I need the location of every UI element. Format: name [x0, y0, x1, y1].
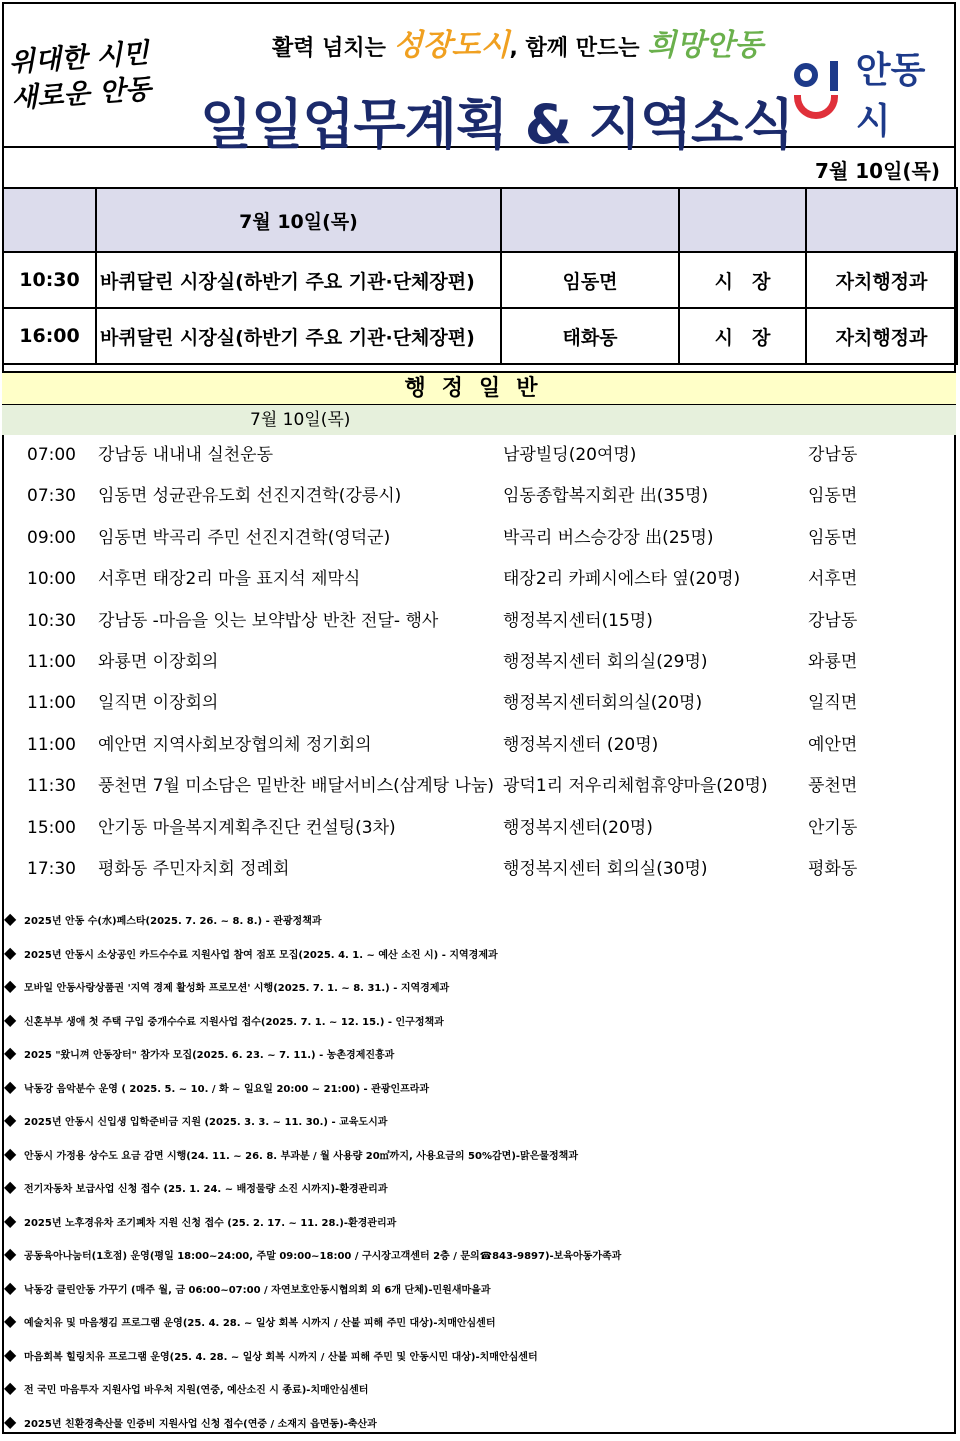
diamond-icon: ◆ [4, 909, 17, 928]
notice-item: ◆ 낙동강 음악분수 운영 ( 2025. 5. ~ 10. / 화 ~ 일요일 20:00 ~ 21:00) - 관광인프라과 [4, 1070, 958, 1104]
diamond-icon: ◆ [4, 1378, 17, 1397]
notice-item: ◆ 2025년 안동시 소상공인 카드수수료 지원사업 참여 점포 모집(2025. 4. 1. ~ 예산 소진 시) - 지역경제과 [4, 936, 958, 970]
andong-logo [790, 42, 956, 144]
schedule-time: 16:00 [3, 308, 96, 364]
diamond-icon: ◆ [4, 1244, 17, 1263]
table-row [3, 308, 957, 364]
schedule-desc: 바퀴달린 시장실(하반기 주요 기관·단체장편) [96, 252, 501, 308]
header [2, 2, 956, 156]
notice-item: ◆ 2025년 안동시 신입생 입학준비금 지원 (2025. 3. 3. ~ 11. 30.) - 교육도시과 [4, 1103, 958, 1137]
diamond-icon: ◆ [4, 1411, 17, 1431]
notice-item: ◆ 공동육아나눔터(1호점) 운영(평일 18:00~24:00, 주말 09:00~18:00 / 구시장고객센터 2층 / 문의☎843-9897)-보육아동가족과 [4, 1237, 958, 1271]
notice-item: ◆ 모바일 안동사랑상품권 '지역 경제 활성화 프로모션' 시행(2025. 7. 1. ~ 8. 31.) - 지역경제과 [4, 969, 958, 1003]
table-row [3, 252, 957, 308]
schedule-who: 시 장 [679, 252, 806, 308]
logo-text: 안동시 [855, 50, 926, 142]
slogan-line-1: 위대한 시민 [7, 37, 150, 79]
admin-list [0, 436, 960, 891]
list-item: 11:00 예안면 지역사회보장협의체 정기회의 행정복지센터 (20명) 예안면 [27, 734, 858, 755]
list-item: 07:00 강남동 내내내 실천운동 남광빌딩(20여명) 강남동 [27, 445, 858, 465]
schedule-who: 시 장 [679, 308, 806, 364]
schedule-header-row [3, 188, 957, 252]
schedule-time: 10:30 [3, 252, 96, 308]
diamond-icon: ◆ [4, 1210, 17, 1230]
notice-item: ◆ 전 국민 마음투자 지원사업 바우처 지원(연중, 예산소진 시 종료)-치매안심센터 [4, 1371, 958, 1405]
logo-icon [790, 61, 844, 125]
notice-item: ◆ 2025년 안동 수(水)페스타(2025. 7. 26. ~ 8. 8.) - 관광정책과 [4, 902, 958, 936]
mayor-schedule-table [2, 187, 958, 365]
admin-section-title: 행정일반 [2, 371, 956, 405]
list-item: 11:00 일직면 이장회의 행정복지센터회의실(20명) 일직면 [27, 693, 858, 714]
slogan-line-2: 새로운 안동 [10, 73, 152, 115]
schedule-dept: 자치행정과 [806, 252, 957, 308]
diamond-icon: ◆ [4, 1177, 17, 1196]
notice-item: ◆ 마음회복 힐링치유 프로그램 운영(25. 4. 28. ~ 일상 회복 시까지 / 산불 피해 주민 및 안동시민 대상)-치매안심센터 [4, 1338, 958, 1372]
list-item: 17:30 평화동 주민자치회 정례회 행정복지센터 회의실(30명) 평화동 [27, 858, 858, 879]
schedule-dept: 자치행정과 [806, 308, 957, 364]
diamond-icon: ◆ [4, 976, 17, 995]
diamond-icon: ◆ [4, 1277, 17, 1297]
diamond-icon: ◆ [4, 942, 17, 962]
notice-item: ◆ 안동시 가정용 상수도 요금 감면 시행(24. 11. ~ 26. 8. 부과분 / 월 사용량 20㎥까지, 사용요금의 50%감면)-맑은물정책과 [4, 1137, 958, 1171]
page-title: 일일업무계획 & 지역소식 [200, 93, 794, 156]
report-date: 7월 10일(목) [815, 159, 940, 183]
diamond-icon: ◆ [4, 1110, 17, 1129]
admin-date-bar [2, 405, 956, 435]
notice-item: ◆ 2025년 친환경축산물 인증비 지원사업 신청 접수(연중 / 소재지 읍면동)-축산과 [4, 1405, 958, 1439]
schedule-place: 태화동 [501, 308, 679, 364]
diamond-icon: ◆ [4, 1043, 17, 1062]
diamond-icon: ◆ [4, 1076, 17, 1096]
diamond-icon: ◆ [4, 1009, 17, 1029]
list-item: 15:00 안기동 마을복지계획추진단 컨설팅(3차) 행정복지센터(20명) 안기동 [27, 817, 858, 838]
schedule-date: 7월 10일(목) [96, 188, 501, 252]
notice-item: ◆ 2025년 노후경유차 조기폐차 지원 신청 접수 (25. 2. 17. ~ 11. 28.)-환경관리과 [4, 1204, 958, 1238]
notice-item: ◆ 2025 "왔니껴 안동장터" 참가자 모집(2025. 6. 23. ~ 7. 11.) - 농촌경제진흥과 [4, 1036, 958, 1070]
admin-date: 7월 10일(목) [250, 410, 351, 430]
list-item: 10:00 서후면 태장2리 마을 표지석 제막식 태장2리 카페시에스타 옆(20명) 서후면 [27, 569, 858, 590]
list-item: 10:30 강남동 -마음을 잇는 보약밥상 반찬 전달- 행사 행정복지센터(15명) 강남동 [27, 610, 858, 631]
diamond-icon: ◆ [4, 1311, 17, 1330]
city-slogan [8, 35, 173, 118]
list-item: 09:00 임동면 박곡리 주민 선진지견학(영덕군) 박곡리 버스승강장 出(25명) 임동면 [27, 527, 858, 548]
list-item: 07:30 임동면 성균관유도회 선진지견학(강릉시) 임동종합복지회관 出(35명) 임동면 [27, 486, 858, 507]
notice-item: ◆ 예술치유 및 마음챙김 프로그램 운영(25. 4. 28. ~ 일상 회복 시까지 / 산불 피해 주민 대상)-치매안심센터 [4, 1304, 958, 1338]
diamond-icon: ◆ [4, 1143, 17, 1163]
notice-item: ◆ 낙동강 클린안동 가꾸기 (매주 월, 금 06:00~07:00 / 자연보호안동시협의회 외 6개 단체)-민원새마을과 [4, 1271, 958, 1305]
diamond-icon: ◆ [4, 1344, 17, 1364]
list-item: 11:30 풍천면 7월 미소담은 밑반찬 배달서비스(삼계탕 나눔) 광덕1리 저우리체험휴양마을(20명) 풍천면 [27, 776, 858, 797]
schedule-place: 임동면 [501, 252, 679, 308]
top-slogan: 활력 넘치는 성장도시, 함께 만드는 희망안동 [272, 28, 764, 63]
list-item: 11:00 와룡면 이장회의 행정복지센터 회의실(29명) 와룡면 [27, 651, 858, 672]
schedule-desc: 바퀴달린 시장실(하반기 주요 기관·단체장편) [96, 308, 501, 364]
notice-list [4, 902, 958, 1438]
notice-item: ◆ 전기자동차 보급사업 신청 접수 (25. 1. 24. ~ 배정물량 소진 시까지)-환경관리과 [4, 1170, 958, 1204]
notice-item: ◆ 신혼부부 생애 첫 주택 구입 중개수수료 지원사업 접수(2025. 7. 1. ~ 12. 15.) - 인구정책과 [4, 1003, 958, 1037]
